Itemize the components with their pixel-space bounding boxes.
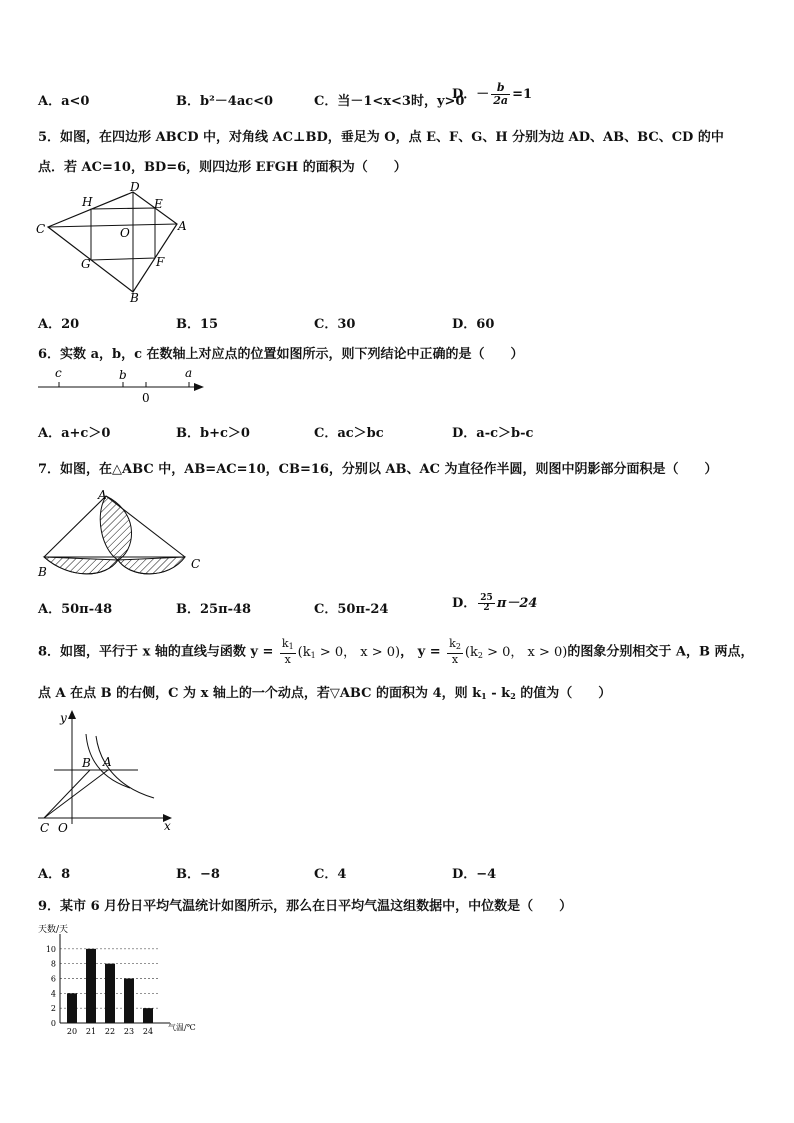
q7-side-ab [44,496,106,557]
q8-f2-num [447,638,463,654]
q8-fraction-1 [280,638,296,666]
q8-option-d: D．−4 [452,867,497,882]
q8-fraction-2 [447,638,463,666]
q8-f1-cond [298,645,400,660]
chart-bar [143,1008,153,1023]
q8-label-a: A [103,755,112,769]
q8-f2-cond-text: (k [464,644,478,660]
q8-prefix: 8．如图，平行于 x 轴的直线与函数 y = [38,644,274,660]
q8-line2-c: 的值为（ ） [515,686,612,701]
q5-label-a: A [178,219,187,233]
q7-label-c: C [191,557,201,571]
q7-option-a: A．50π-48 [38,602,113,617]
q5-label-g: G [81,257,91,271]
q5-label-d: D [130,180,140,194]
q6-option-a: A．a+c＞0 [38,426,111,441]
q8-f2-den: x [451,653,459,666]
q8-line2-b: - k [486,686,511,701]
q8-label-o: O [58,821,68,835]
q8-line2-sub2: 2 [510,691,516,701]
q8-label-c: C [40,821,50,835]
q4-option-d-fraction [491,82,510,107]
q8-f1-cond-rest: > 0， x > 0) [315,644,401,660]
chart-y-tick-label: 0 [50,1019,56,1028]
q8-figure [30,706,180,836]
q7-option-d-label: D． [452,596,477,611]
chart-y-label: 天数/天 [38,925,69,935]
q9-stem: 9．某市 6 月份日平均气温统计如图所示，那么在日平均气温这组数据中，中位数是（ ） [38,899,573,914]
q5-label-f: F [156,255,165,269]
q6-label-a: a [185,366,193,380]
q8-f1-num-text: k [281,637,289,650]
chart-bar [67,993,77,1023]
q6-stem: 6．实数 a，b，c 在数轴上对应点的位置如图所示，则下列结论中正确的是（ ） [38,347,524,362]
chart-x-tick-label: 24 [142,1027,154,1036]
q6-option-b: B．b+c＞0 [176,426,250,441]
q7-frac-num: 25 [480,593,493,603]
q5-figure [30,180,200,305]
q4-frac-num: b [491,82,510,95]
chart-x-label: 气温/℃ [168,1023,196,1032]
chart-bar [105,964,115,1023]
q9-bar-chart [30,920,210,1038]
q8-f2-cond-sub: 2 [477,650,483,660]
q5-stem-line1: 5．如图，在四边形 ABCD 中，对角线 AC⊥BD，垂足为 O，点 E、F、G、H 分别为边 AD、AB、BC、CD 的中 [38,130,724,145]
q5-label-e: E [154,197,163,211]
q8-stem-line2 [38,682,611,701]
q4-option-b: B．b²－4ac<0 [176,94,274,109]
q8-label-x: x [164,819,171,833]
q6-label-zero: 0 [142,391,150,405]
q8-f1-num [280,638,296,654]
q7-label-b: B [38,565,47,579]
q4-option-d-suffix: =1 [512,87,533,102]
q8-f1-cond-text: (k [297,644,311,660]
q6-axis-arrow [194,383,204,391]
q8-suffix: 的图象分别相交于 A，B 两点， [567,644,754,660]
q8-line2-a: 点 A 在点 B 的右侧，C 为 x 轴上的一个动点，若▽ABC 的面积为 4，则 k [38,686,482,701]
q8-f2-cond-rest: > 0， x > 0) [482,644,568,660]
q5-diagonal-ac [48,224,177,227]
q8-option-b: B．−8 [176,867,220,882]
q6-option-d: D．a-c＞b-c [452,426,534,441]
q8-line2-sub1: 1 [481,691,487,701]
q8-f2-num-text: k [449,637,456,650]
chart-y-tick-label: 6 [50,974,56,984]
q8-line-cb [44,770,90,818]
q8-y-arrow [68,710,76,719]
chart-bar [124,979,134,1024]
q4-option-c: C．当－1<x<3时，y>0 [314,94,465,109]
q8-line-ca [44,770,108,818]
q8-f1-den: x [284,653,291,666]
q6-number-line [30,362,210,406]
chart-y-tick-label: 4 [50,989,56,999]
chart-x-tick-label: 20 [66,1027,78,1036]
q4-frac-den: 2a [493,94,509,107]
q5-option-c: C．30 [314,317,356,332]
q7-stem: 7．如图，在△ABC 中，AB=AC=10，CB=16，分别以 AB、AC 为直径作半圆，则图中阴影部分面积是（ ） [38,462,718,477]
chart-x-tick-label: 21 [85,1027,97,1036]
chart-x-tick-label: 23 [123,1027,135,1036]
q7-shaded-lens [100,496,131,560]
q8-f1-num-sub: 1 [288,642,294,651]
q5-label-o: O [120,226,130,240]
q4-option-d-prefix: D．－ [452,87,490,102]
chart-y-tick-label: 2 [50,1004,56,1014]
q7-option-d-rest: π－24 [496,596,538,611]
q5-stem-line2: 点．若 AC=10，BD=6，则四边形 EFGH 的面积为（ ） [38,160,407,175]
q7-label-a: A [98,488,107,502]
q6-label-b: b [119,368,127,382]
q5-label-c: C [36,222,46,236]
q7-option-c: C．50π-24 [314,602,389,617]
q4-option-a: A．a<0 [38,94,90,109]
q6-label-c: c [55,366,62,380]
q6-option-c: C．ac＞bc [314,426,384,441]
q7-figure [30,484,215,584]
q7-option-d-fraction [478,594,495,613]
chart-y-tick-label: 10 [45,944,56,954]
chart-y-tick-label: 8 [50,959,56,969]
q8-sep: ， y = [400,644,441,660]
chart-bar [86,949,96,1023]
chart-x-tick-label: 22 [104,1027,116,1036]
q8-option-a: A．8 [38,867,71,882]
q7-shaded-segment-right [118,557,185,574]
q7-option-b: B．25π-48 [176,602,252,617]
q5-option-d: D．60 [452,317,495,332]
q5-label-h: H [82,195,93,209]
q8-stem-line1 [38,638,754,666]
q7-frac-den: 2 [483,603,490,613]
q5-label-b: B [130,291,139,305]
q8-f2-cond [465,645,567,660]
q5-option-b: B．15 [176,317,219,332]
q8-f2-num-sub: 2 [455,642,461,651]
q8-label-y: y [60,711,67,725]
q8-label-b: B [82,756,91,770]
q7-option-d [452,592,537,613]
q5-option-a: A．20 [38,317,80,332]
q4-option-d [452,82,532,107]
q8-f1-cond-sub: 1 [310,650,316,660]
q8-option-c: C．4 [314,867,347,882]
